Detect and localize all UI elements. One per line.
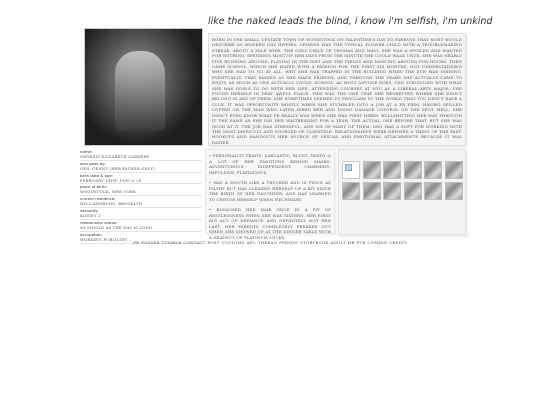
gallery-thumbnail[interactable] <box>383 161 401 179</box>
info-label: relationship status: <box>80 219 118 225</box>
info-value: WORKING PUBLICIST ... <box>80 238 202 244</box>
footer-link[interactable]: AFC <box>246 240 256 245</box>
footer-link[interactable]: PERSON <box>279 240 299 245</box>
broken-image-icon <box>345 164 352 171</box>
footer-link[interactable]: COMING <box>367 240 388 245</box>
footer-link[interactable]: FOSSER <box>141 240 160 245</box>
info-value: FEBRUARY 14TH, 1990 & 26 <box>80 179 202 185</box>
traits-panel <box>205 149 335 240</box>
info-label: occupation: <box>80 231 103 237</box>
info-item <box>80 185 202 196</box>
info-value: WOODSTOCK, NEW YORK <box>80 190 202 196</box>
page-headline: like the naked leads the blind, i know i'm selfish, i'm unkind <box>208 16 493 27</box>
info-label: also goes by: <box>80 160 106 166</box>
footer-link[interactable]: THREAD <box>257 240 278 245</box>
info-item <box>80 209 202 220</box>
footer-link[interactable]: CONTACT <box>183 240 206 245</box>
gallery-thumbnail[interactable] <box>383 182 401 200</box>
photo-figure <box>115 51 165 131</box>
gallery-thumbnail[interactable] <box>445 161 463 179</box>
footer-link[interactable]: CUSTOMS <box>221 240 245 245</box>
footer-link[interactable]: PB <box>133 240 140 245</box>
info-item <box>80 150 202 161</box>
info-value: GENESIS ELIZABETH CARRERE <box>80 155 202 161</box>
footer-link[interactable]: ADULT <box>330 240 346 245</box>
info-label: birth date & age: <box>80 172 114 178</box>
gallery-thumbnail[interactable] <box>342 182 360 200</box>
footer-link[interactable]: HB <box>347 240 355 245</box>
photo-gallery <box>338 149 466 235</box>
profile-photo <box>84 28 203 146</box>
gallery-thumbnail[interactable] <box>404 161 422 179</box>
info-item <box>80 221 202 232</box>
footer-nav <box>0 240 540 245</box>
gallery-thumbnail[interactable] <box>445 182 463 200</box>
gallery-thumbnail[interactable] <box>424 182 442 200</box>
info-value: KINSEY 2 <box>80 214 202 220</box>
broken-image-thumbnail[interactable] <box>342 161 360 179</box>
footer-link[interactable]: STORYBOOK <box>300 240 329 245</box>
info-label: sexuality: <box>80 208 99 214</box>
footer-link[interactable]: TUMBLR <box>161 240 182 245</box>
info-item <box>80 197 202 208</box>
gallery-thumbnail[interactable] <box>363 182 381 200</box>
info-item <box>80 174 202 185</box>
gallery-thumbnail[interactable] <box>424 161 442 179</box>
bio-panel: BORN IN THE SMALL UPSTATE TOWN OF WOODSTOCK ON VALENTINE'S DAY TO PARENTS THAT MOST WOULD DESCRIBE AS MODERN DAY HIPPIES, GENESIS WAS THE TYPICAL FLOWER CHILD WITH A TROUBLEMAKING STREAK. ABOUT A MILE WIDE. THE ONLY CHILD OF THOMAS AND MAVI, SHE WAS A SPOILED AND WANTED FOR NOTHING, SPENDING MOST OF HER DAYS FROM THE MINUTE SHE COULD WALK UNTIL SHE WAS NEARLY FIVE RUNNING AROUND, PLAYING IN THE DIRT AND THE FIELDS AND DANCING AROUND FOR HOURS. THEN CAME SCHOOL, WHICH SHE HATED WITH A PASSION FOR THE FIRST SIX MONTHS, NOT UNDERSTANDING WHY SHE HAD TO GO AT ALL, WHY SHE WAS TRAPPED IN THE BUILDING WHEN THE SUN WAS SHINING. EVENTUALLY, THAT PASSED AS SHE MADE FRIENDS, AND THROUGH THE YEARS SHE ACTUALLY CAME TO ENJOY, AS MUCH AS ONE ACTUALLY COULD, SCHOOL. AS MOST ANYONE DOES, GEN STRUGGLED WITH WHAT SHE WAS GOING TO DO WITH HER LIFE. ATTENDING COURSES AT NYU AS A LIBERAL ARTS MAJOR, SHE FOUND HERSELF IN THAT AWFUL PLACE. THIS WAS THE ONE TIME SHE REGRETTED WHERE SHE DIDN'T BELONG IN ANY OF THEM. SHE SOMETIMES SEEMED TO PROCLAIM TO THE WORLD THAT YOU DIDN'T HAVE A CLUE. IT WAS OPPORTUNITY MOSTLY WHEN SHE STUMBLED INTO A JOB AT A PR FIRM, HAVING SPILLED COFFEE ON THE MAN WHO LATER HIRED HER AND DOING DAMAGE CONTROL ON THE SPOT. HELL, SHE DIDN'T EVEN KNOW WHAT PR REALLY WAS WHEN SHE WAS FIRST HIRED. BULLSHITTING HER WAY THROUGH IT THE SAME AS SHE DID HER WAITRESSING FOR A YEAR, THE ACTUAL ONE BEFORE THAT. BUT SHE WAS GOOD AT IT. THE JOB WAS STRESSFUL, AND SIX OF MANY OF THEM, GEN HAD A SOFT FOR WORKING WITH THE MOST DIFFICULT AND SOURCED OF CLIENTELE. RELATIONSHIPS WERE DEFINED A THING OF THE PAST, HOOKUPS AND HANDOUTS HER SOURCE OF SEXUAL AND EMOTIONAL ATTACHMENTS BECAUSE IT WAS EASIER. <box>208 33 466 146</box>
info-item <box>80 162 202 173</box>
info-value: AS SINGLE AS THE DAY IS LONG <box>80 226 202 232</box>
info-value: WILLIAMSBURG, BROOKLYN <box>80 202 202 208</box>
footer-link[interactable]: POST <box>207 240 220 245</box>
info-value: GEN, GENNY (HER FATHER ONLY) <box>80 167 202 173</box>
trait-item: • BLEACHED HER HAIR ONCE IN A FIT OF RESTLESSNESS WHEN SHE WAS SIXTEEN, HER FIRST BIG ACT OF DEFIANCE AND DEFINITELY NOT HER LAST. HER PARENTS COMPLETELY FREAKED OUT WHEN SHE SHOWED UP AT THE DINNER TABLE WITH A HEADFUL OF PLATINUM LOCKS. <box>209 207 331 240</box>
trait-item: • PERSONALITY TRAITS: SARCASTIC, BLUNT, NEEDY & A LOT OF HER EMOTIONS BEHIND MASKS, ADVENTUROUS, INDEPENDENT, CHARMING, IMPULSIVE, FLIRTATIOUS. <box>209 153 331 175</box>
info-label: current residence: <box>80 196 116 202</box>
info-label: name: <box>80 149 93 154</box>
trait-item: • HAS A MOUTH LIKE A TRUCKER AND IS TWICE AS FILTHY BUT HAS CLEANED HERSELF UP A BIT SINCE THE BIRTH OF HER DAUGHTER, AND HAS LEARNED TO CENSOR HERSELF WHEN NECESSARY. <box>209 180 331 202</box>
footer-link[interactable]: FTB <box>356 240 366 245</box>
info-list <box>80 149 202 242</box>
gallery-thumbnail[interactable] <box>363 161 381 179</box>
info-label: place of birth: <box>80 184 108 190</box>
gallery-thumbnail[interactable] <box>404 182 422 200</box>
footer-link[interactable]: CREDIT <box>389 240 407 245</box>
